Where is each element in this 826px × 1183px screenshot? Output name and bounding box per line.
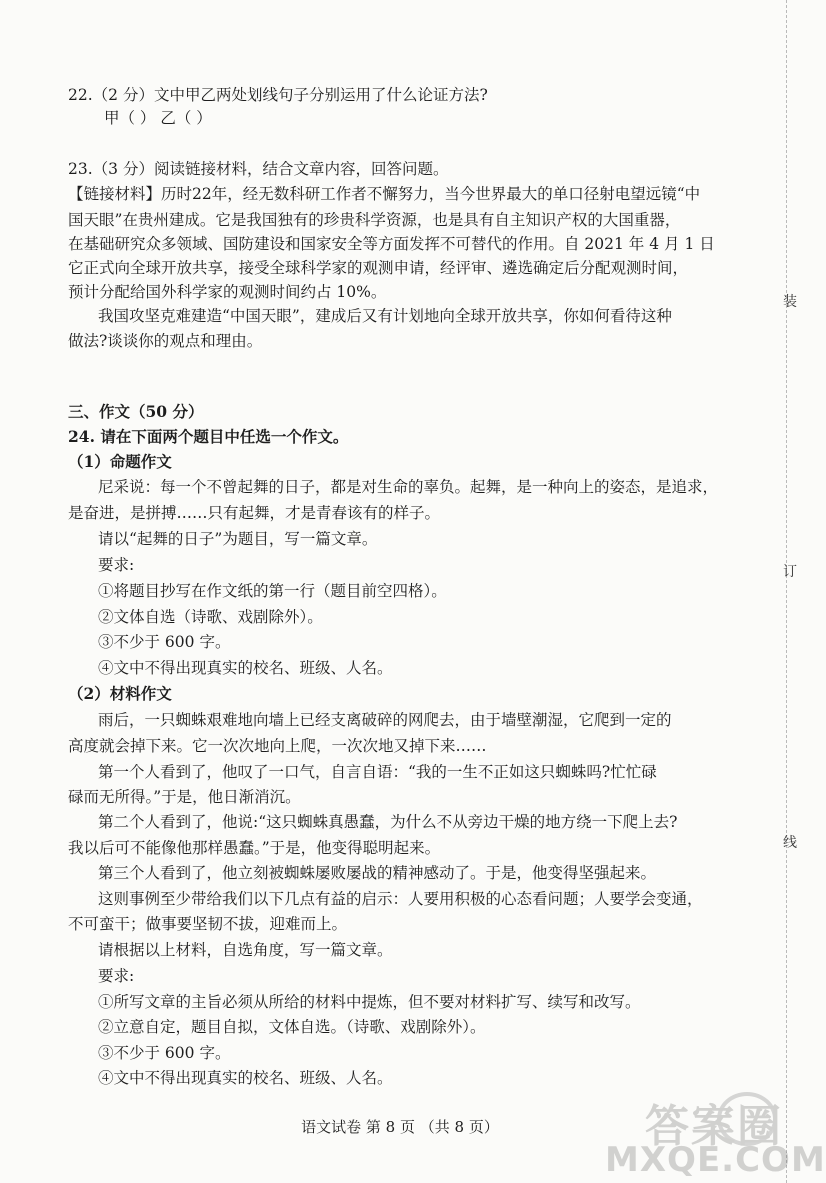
q23-material-line: 它正式向全球开放共享，接受全球科学家的观测申请，经评审、遴选确定后分配观测时间， <box>68 259 689 277</box>
q23-material-line: 【链接材料】历时22年，经无数科研工作者不懈努力，当今世界最大的单口径射电望远镜“中 <box>68 185 701 203</box>
part1-line: ④文中不得出现真实的校名、班级、人名。 <box>98 659 393 677</box>
part2-line: ①所写文章的主旨必须从所给的材料中提炼，但不要对材料扩写、续写和改写。 <box>98 993 641 1011</box>
part2-line: 高度就会掉下来。它一次次地向上爬，一次次地又掉下来…… <box>68 737 487 755</box>
part1-line: ③不少于 600 字。 <box>98 633 231 651</box>
part2-line: 要求: <box>98 967 135 985</box>
part2-line: 请根据以上材料，自选角度，写一篇文章。 <box>98 941 393 959</box>
part2-line: ③不少于 600 字。 <box>98 1044 231 1062</box>
q22-answer-blanks: 甲（ ） 乙（ ） <box>104 109 212 127</box>
part2-line: 第二个人看到了，他说:“这只蜘蛛真愚蠢，为什么不从旁边干燥的地方绕一下爬上去? <box>98 813 678 831</box>
q23-material-line: 国天眼”在贵州建成。它是我国独有的珍贵科学资源，也是具有自主知识产权的大国重器， <box>68 211 681 229</box>
binding-label: 线 <box>783 835 797 851</box>
part1-line: 尼采说：每一个不曾起舞的日子，都是对生命的辜负。起舞，是一种向上的姿态，是追求， <box>98 478 719 496</box>
part1-line: ①将题目抄写在作文纸的第一行（题目前空四格）。 <box>98 582 447 600</box>
q23-question-line: 我国攻坚克难建造“中国天眼”，建成后又有计划地向全球开放共享，你如何看待这种 <box>98 307 672 325</box>
binding-label: 装 <box>783 294 797 310</box>
watermark-bottom-text: MXQE.COM <box>605 1140 826 1180</box>
part1-line: 要求: <box>98 556 135 574</box>
part2-line: 第三个人看到了，他立刻被蜘蛛屡败屡战的精神感动了。于是，他变得坚强起来。 <box>98 864 657 882</box>
part1-line: 请以“起舞的日子”为题目，写一篇文章。 <box>98 530 378 548</box>
watermark-logo <box>605 1090 826 1182</box>
part2-line: 第一个人看到了，他叹了一口气，自言自语：“我的一生不正如这只蜘蛛吗?忙忙碌 <box>98 763 657 781</box>
part2-line: 不可蛮干；做事要坚韧不拔，迎难而上。 <box>68 915 348 933</box>
part1-line: 是奋进，是拼搏……只有起舞，才是青春该有的样子。 <box>68 504 441 522</box>
q23-question-line: 做法?谈谈你的观点和理由。 <box>68 332 263 350</box>
binding-label: 订 <box>783 564 797 580</box>
binding-line <box>786 0 787 1183</box>
part2-line: 这则事例至少带给我们以下几点有益的启示：人要用积极的心态看问题；人要学会变通， <box>98 890 703 908</box>
part2-line: ④文中不得出现真实的校名、班级、人名。 <box>98 1069 393 1087</box>
part2-line: ②立意自定，题目自拟，文体自选。（诗歌、戏剧除外）。 <box>98 1018 486 1036</box>
q23-material-line: 预计分配给国外科学家的观测时间约占 10%。 <box>68 283 387 301</box>
q24-prompt: 24. 请在下面两个题目中任选一个作文。 <box>68 427 349 446</box>
section-heading: 三、作文（50 分） <box>68 402 204 421</box>
q23-prompt: 23.（3 分）阅读链接材料，结合文章内容，回答问题。 <box>68 160 449 178</box>
watermark-top-text: 答案圈 <box>645 1101 783 1152</box>
q23-material-line: 在基础研究众多领域、国防建设和国家安全等方面发挥不可替代的作用。自 2021 年 4 月 1 日 <box>68 235 715 253</box>
page-footer: 语文试卷 第 8 页 （共 8 页） <box>301 1118 499 1136</box>
part2-line: 雨后，一只蜘蛛艰难地向墙上已经支离破碎的网爬去，由于墙壁潮湿，它爬到一定的 <box>98 711 672 729</box>
part1-line: ②文体自选（诗歌、戏剧除外）。 <box>98 608 323 626</box>
part1-title: （1）命题作文 <box>68 452 172 471</box>
part2-line: 我以后可不能像他那样愚蠢。”于是，他变得聪明起来。 <box>68 839 441 857</box>
part2-line: 碌而无所得。”于是，他日渐消沉。 <box>68 788 301 806</box>
part2-title: （2）材料作文 <box>68 684 172 703</box>
q22-prompt: 22.（2 分）文中甲乙两处划线句子分别运用了什么论证方法? <box>68 86 488 104</box>
